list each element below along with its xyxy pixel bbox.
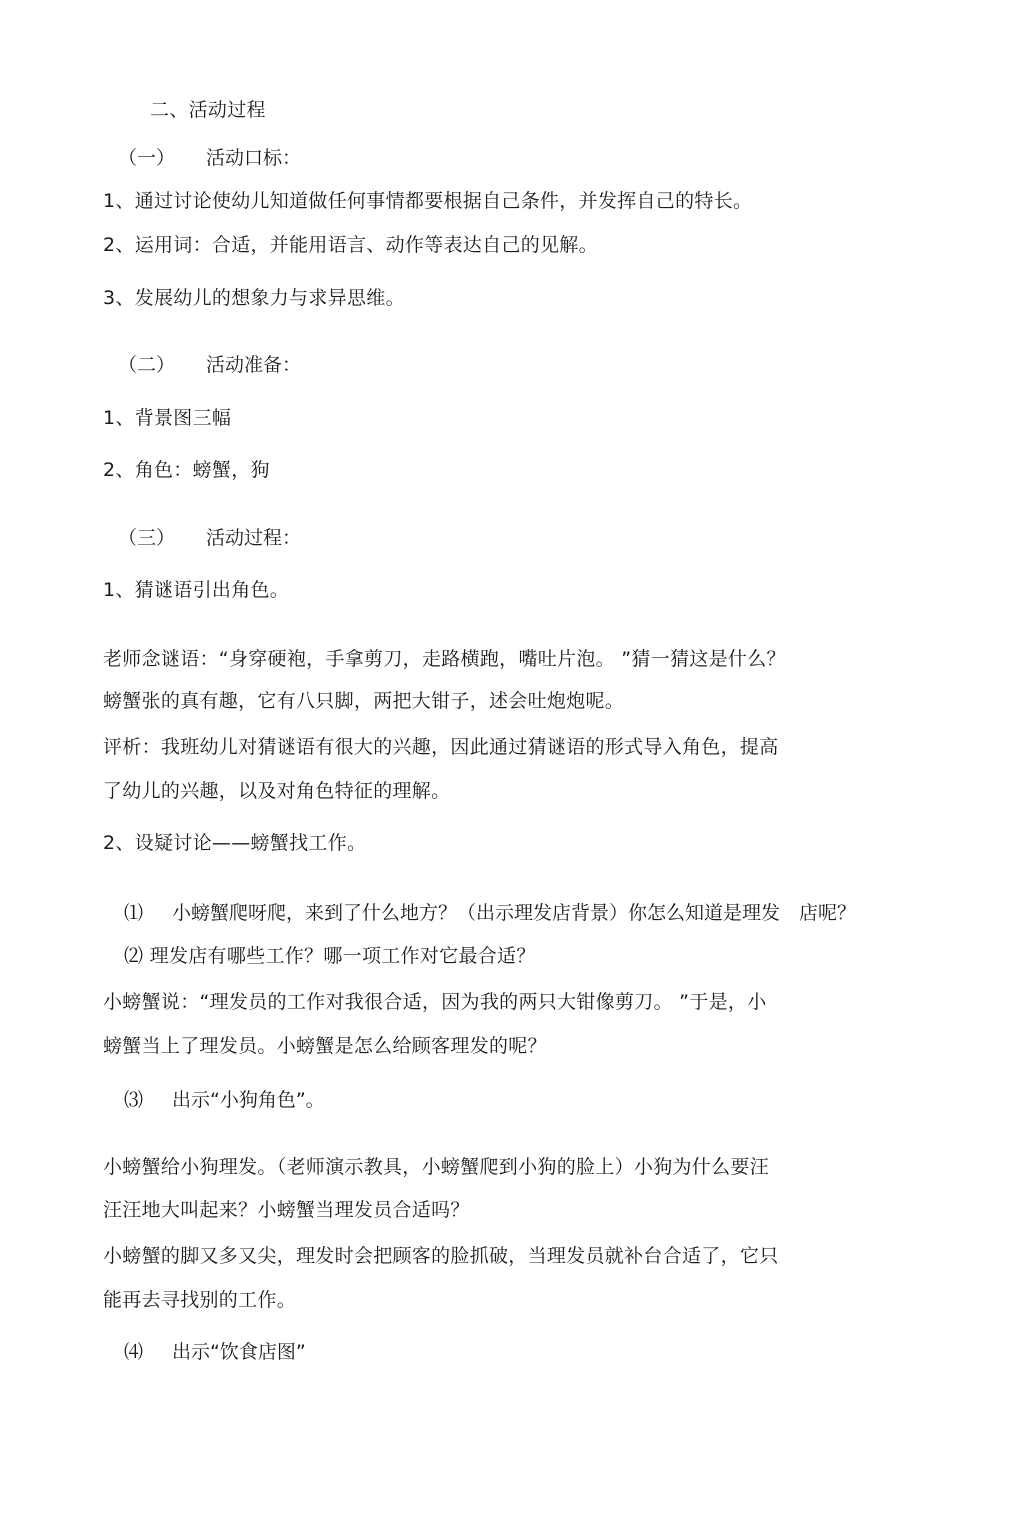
preparation-item-2: 2、角色：螃蟹，狗 [103, 459, 270, 481]
goals-marker: （一） [118, 147, 176, 169]
preparation-item-1: 1、背景图三幅 [103, 407, 232, 429]
reason-line-1: 小螃蟹的脚又多又尖，理发时会把顾客的脸抓破，当理发员就补台合适了，它只 [103, 1245, 779, 1267]
question-1-text: 小螃蟹爬呀爬，来到了什么地方？（出示理发店背景）你怎么知道是理发 店呢？ [172, 902, 857, 924]
goal-item-1: 1、通过讨论使幼儿知道做任何事情都要根据自己条件，并发挥自己的特长。 [103, 190, 753, 212]
answer-line: 螃蟹张的真有趣，它有八只脚，两把大钳子，述会吐炮炮呢。 [103, 690, 625, 712]
question-4 [124, 1340, 306, 1364]
preparation-header [118, 353, 302, 377]
question-2: ⑵ 理发店有哪些工作？哪一项工作对它最合适？ [124, 945, 536, 967]
demo-line-2: 汪汪地大叫起来？小螃蟹当理发员合适吗？ [103, 1199, 470, 1221]
process-header [118, 526, 302, 550]
question-3-text: 出示“小狗角色”。 [172, 1089, 325, 1111]
process-step-2: 2、设疑讨论——螃蟹找工作。 [103, 832, 367, 854]
analysis-line-2: 了幼儿的兴趣，以及对角色特征的理解。 [103, 780, 451, 802]
question-3 [124, 1088, 325, 1112]
goals-heading: 活动口标： [206, 147, 302, 169]
process-marker: （三） [118, 527, 176, 549]
section-title: 二、活动过程 [150, 99, 266, 121]
goal-item-2: 2、运用词：合适，并能用语言、动作等表达自己的见解。 [103, 234, 598, 256]
question-3-marker: ⑶ [124, 1089, 144, 1111]
process-step-1: 1、猜谜语引出角色。 [103, 579, 290, 601]
demo-line-1: 小螃蟹给小狗理发。（老师演示教具，小螃蟹爬到小狗的脸上）小狗为什么要汪 [103, 1156, 770, 1178]
goal-item-3: 3、发展幼儿的想象力与求异思维。 [103, 287, 405, 309]
crab-says-line-1: 小螃蟹说：“理发员的工作对我很合适，因为我的两只大钳像剪刀。 ”于是，小 [103, 991, 767, 1013]
question-4-text: 出示“饮食店图” [172, 1341, 306, 1363]
preparation-heading: 活动准备： [206, 354, 302, 376]
question-1 [124, 901, 857, 925]
question-1-marker: ⑴ [124, 902, 144, 924]
crab-says-line-2: 螃蟹当上了理发员。小螃蟹是怎么给顾客理发的呢？ [103, 1035, 547, 1057]
preparation-marker: （二） [118, 354, 176, 376]
process-heading: 活动过程： [206, 527, 302, 549]
question-4-marker: ⑷ [124, 1341, 144, 1363]
reason-line-2: 能再去寻找别的工作。 [103, 1289, 297, 1311]
goals-header [118, 146, 302, 170]
analysis-line-1: 评析：我班幼儿对猜谜语有很大的兴趣，因此通过猜谜语的形式导入角色，提高 [103, 736, 779, 758]
riddle-line: 老师念谜语：“身穿硬袍，手拿剪刀，走路横跑，嘴吐片泡。 ”猜一猜这是什么？ [103, 648, 786, 670]
